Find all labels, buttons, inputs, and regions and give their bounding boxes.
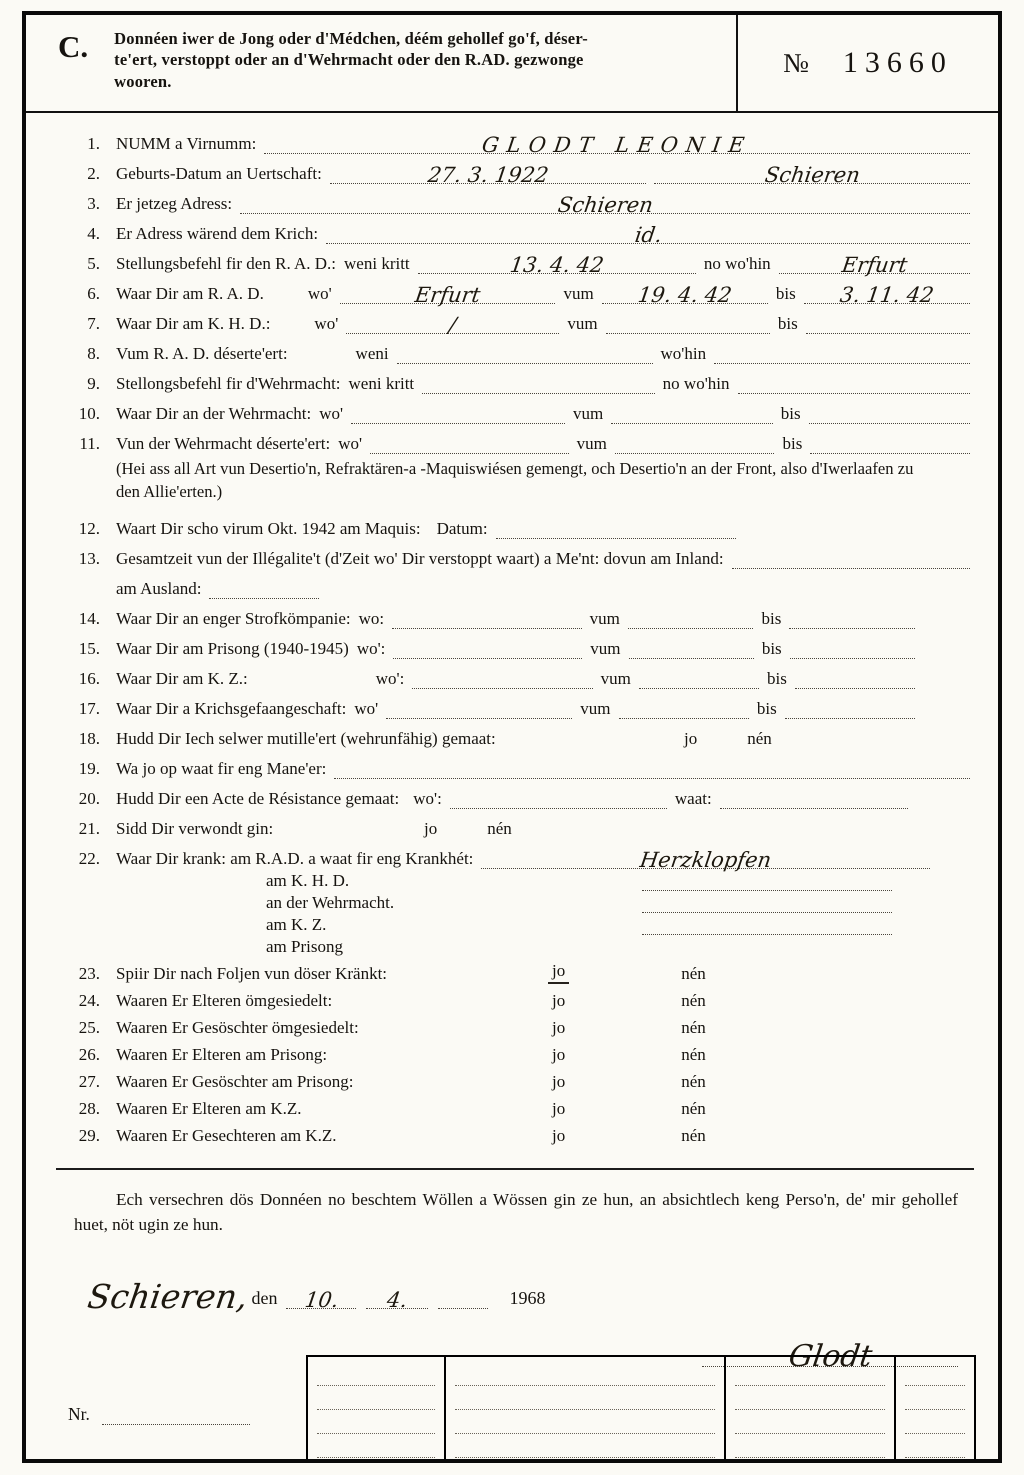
dotted-field — [629, 658, 754, 659]
inline-label: vum — [600, 668, 631, 688]
dotted-field — [809, 423, 970, 424]
dotted-field — [397, 363, 653, 364]
inline-label: no wo'hin — [662, 374, 730, 393]
inline-label: vum — [580, 698, 611, 718]
dotted-field — [619, 718, 749, 719]
form-line — [54, 660, 974, 689]
field-label: Vun der Wehrmacht déserte'ert: — [116, 434, 331, 453]
dotted-field — [386, 718, 572, 719]
form-line — [54, 305, 974, 338]
handwritten-month: 4. — [385, 1288, 410, 1313]
line-number: 27. — [78, 1071, 100, 1091]
field-label: Hudd Dir Iech selwer mutille'ert (wehrunfähig) gemaat: — [116, 728, 496, 748]
inline-label: vum — [589, 608, 620, 628]
table-dotted-row — [905, 1362, 965, 1386]
field-label: Sidd Dir verwondt gin: — [116, 818, 274, 838]
line-number: 25. — [78, 1017, 100, 1037]
form-line — [54, 914, 974, 935]
table-dotted-row — [455, 1434, 715, 1458]
dotted-field — [790, 658, 915, 659]
line-number: 5. — [87, 254, 100, 273]
form-line — [54, 600, 974, 629]
dotted-field — [326, 223, 970, 248]
form-lines — [26, 113, 998, 1146]
page-border-frame — [22, 11, 1002, 1463]
field-label: Waaren Er Gesechteren am K.Z. — [116, 1125, 337, 1145]
field-label: Vum R. A. D. déserte'ert: — [116, 344, 288, 363]
inline-label: jo — [684, 728, 698, 748]
inline-label: am Prisong — [266, 936, 343, 956]
line-number: 9. — [87, 374, 100, 393]
dotted-field — [351, 423, 565, 424]
inline-label: weni kritt — [348, 374, 415, 393]
inline-label: bis — [775, 284, 796, 303]
inline-label: an der Wehrmacht. — [266, 892, 395, 912]
inline-label: jo — [552, 1017, 566, 1037]
inline-label: waat: — [674, 788, 712, 808]
table-column — [896, 1357, 976, 1459]
handwritten-value: Erfurt — [840, 253, 909, 278]
handwritten-value: Schieren — [556, 193, 655, 218]
inline-label: vum — [573, 404, 604, 423]
form-line — [54, 395, 974, 424]
dotted-field — [654, 163, 970, 188]
line-number: 28. — [78, 1098, 100, 1118]
line-number: 7. — [87, 314, 100, 333]
field-label: Stellongsbefehl fir d'Wehrmacht: — [116, 374, 341, 393]
dotted-field — [795, 688, 915, 689]
form-line — [54, 840, 974, 872]
bottom-zone — [26, 1347, 998, 1459]
form-line — [54, 1066, 974, 1092]
inline-label: nén — [747, 728, 772, 748]
handwritten-place: Schieren, — [85, 1276, 251, 1316]
inline-label: wo': — [375, 668, 405, 688]
field-label: Waar Dir an enger Strofkömpanie: — [116, 608, 351, 628]
inline-label: nén — [681, 1044, 706, 1064]
inline-label: jo — [548, 961, 569, 984]
inline-label: jo — [552, 1125, 566, 1145]
line-number: 3. — [87, 194, 100, 213]
dotted-field — [393, 658, 582, 659]
line-number: 2. — [87, 164, 100, 183]
field-label: Waar Dir am R. A. D. — [116, 284, 264, 303]
line-number: 12. — [78, 518, 100, 538]
line-number: 26. — [78, 1044, 100, 1064]
dotted-field — [422, 393, 655, 394]
divider-line — [56, 1168, 974, 1170]
line-number: 23. — [78, 963, 100, 983]
form-line — [54, 510, 974, 539]
dotted-field — [346, 313, 559, 338]
table-dotted-row — [905, 1386, 965, 1410]
inline-label: wo'hin — [660, 344, 707, 363]
form-line — [54, 870, 974, 891]
line-number: 16. — [78, 668, 100, 688]
dotted-field — [450, 808, 667, 809]
field-label: Spiir Dir nach Foljen vun döser Kränkt: — [116, 963, 388, 983]
inline-label: jo — [552, 1044, 566, 1064]
handwritten-value: 19. 4. 42 — [636, 283, 734, 308]
bottom-table — [306, 1355, 976, 1459]
handwritten-value: 27. 3. 1922 — [426, 163, 550, 188]
form-line — [54, 1120, 974, 1146]
dotted-field — [615, 453, 775, 454]
declaration-paragraph: Ech versechren dös Donnéen no beschtem Wöllen a Wössen gin ze hun, an absichtlech keng Perso'n, de' mir gehollef huet, nöt ugin ze hun. — [74, 1189, 958, 1234]
inline-label: jo — [552, 990, 566, 1010]
line-number: 6. — [87, 284, 100, 303]
field-label: Waar Dir am K. Z.: — [116, 668, 248, 688]
table-column — [306, 1357, 446, 1459]
dotted-field — [606, 333, 770, 334]
field-label: Waar Dir an der Wehrmacht: — [116, 404, 312, 423]
line-number: 8. — [87, 344, 100, 363]
line-number: 24. — [78, 990, 100, 1010]
inline-label: weni — [355, 344, 389, 363]
nr-label: Nr. — [68, 1404, 90, 1424]
inline-label: jo — [552, 1098, 566, 1118]
form-number-cell — [736, 15, 998, 111]
nr-line — [64, 1404, 250, 1425]
table-dotted-row — [317, 1386, 435, 1410]
table-dotted-row — [905, 1434, 965, 1458]
dotted-field — [789, 628, 915, 629]
form-header — [26, 15, 998, 113]
form-line — [54, 335, 974, 364]
dotted-field — [628, 628, 754, 629]
parenthetical-note: (Hei ass all Art vun Desertio'n, Refraktären-a -Maquiswiésen gemengt, och Desertio'n an der Front, also d'Iwerlaafen zu den Allie'erten.) — [116, 459, 914, 501]
inline-label: wo' — [354, 698, 379, 718]
form-line — [54, 185, 974, 218]
dotted-field — [496, 538, 736, 539]
field-label: Waar Dir am K. H. D.: — [116, 314, 271, 333]
line-number: 21. — [78, 818, 100, 838]
line-number: 11. — [79, 434, 100, 453]
inline-label: jo — [424, 818, 438, 838]
handwritten-value: 13. 4. 42 — [508, 253, 606, 278]
year-label: 1968 — [509, 1288, 546, 1309]
form-line — [54, 1093, 974, 1119]
line-number: 14. — [78, 608, 100, 628]
line-number: 19. — [78, 758, 100, 778]
inline-label: vum — [590, 638, 621, 658]
inline-label: wo': — [356, 638, 386, 658]
month-dotted-field — [366, 1288, 428, 1313]
field-label: Geburts-Datum an Uertschaft: — [116, 164, 322, 183]
field-label: Hudd Dir een Acte de Résistance gemaat: — [116, 788, 400, 808]
line-number: 10. — [78, 404, 100, 423]
inline-label: vum — [563, 284, 594, 303]
inline-label: nén — [681, 1125, 706, 1145]
table-dotted-row — [735, 1386, 885, 1410]
form-line — [54, 810, 974, 839]
header-description-line: te'ert, verstoppt oder an d'Wehrmacht oder den R.AD. gezwonge — [114, 50, 584, 70]
inline-label: Datum: — [436, 518, 488, 538]
inline-label: nén — [681, 990, 706, 1010]
inline-label: bis — [777, 314, 798, 333]
dotted-field — [642, 890, 892, 891]
table-dotted-row — [317, 1410, 435, 1434]
field-label: Waaren Er Gesöschter ömgesiedelt: — [116, 1017, 359, 1037]
line-number: 13. — [78, 548, 100, 568]
dotted-field — [392, 628, 581, 629]
inline-label: nén — [681, 963, 706, 983]
dotted-field — [779, 253, 970, 278]
form-line — [54, 780, 974, 809]
handwritten-value: Herzklopfen — [638, 847, 773, 872]
dotted-field — [642, 934, 892, 935]
day-dotted-field — [286, 1288, 356, 1313]
header-description-line: Donnéen iwer de Jong oder d'Médchen, déém gehollef go'f, déser- — [114, 29, 588, 48]
dotted-field — [732, 568, 970, 569]
dotted-field — [209, 598, 319, 599]
handwritten-value: / — [447, 313, 459, 338]
field-label: Waar Dir a Krichsgefaangeschaft: — [116, 698, 347, 718]
field-label: Gesamtzeit vun der Illégalite't (d'Zeit wo' Dir verstoppt waart) a Me'nt: dovun am Inland: — [116, 548, 724, 568]
form-number-value: 13660 — [842, 46, 953, 79]
table-dotted-row — [905, 1410, 965, 1434]
handwritten-value: id. — [632, 223, 664, 248]
line-number: 15. — [78, 638, 100, 658]
table-column — [446, 1357, 726, 1459]
form-line — [54, 275, 974, 308]
dotted-field — [370, 453, 569, 454]
inline-label: wo' — [307, 284, 332, 303]
table-column — [726, 1357, 896, 1459]
inline-label: bis — [782, 434, 803, 453]
dotted-field — [806, 333, 970, 334]
dotted-field — [240, 193, 970, 218]
line-number: 22. — [78, 848, 100, 868]
dotted-field — [264, 133, 970, 158]
header-description-line: wooren. — [114, 71, 172, 91]
line-number: 1. — [87, 134, 100, 153]
form-line — [54, 245, 974, 278]
dotted-field — [334, 778, 970, 779]
form-line — [54, 425, 974, 454]
field-label: Er Adress wärend dem Krich: — [116, 224, 319, 243]
inline-label: bis — [761, 638, 782, 658]
dotted-field — [639, 688, 759, 689]
inline-label: wo' — [338, 434, 363, 453]
field-label: Waar Dir am Prisong (1940-1945) — [116, 638, 349, 658]
inline-label: wo' — [319, 404, 344, 423]
dotted-field — [642, 912, 892, 913]
inline-label: nén — [681, 1071, 706, 1091]
line-number: 20. — [78, 788, 100, 808]
handwritten-value: Schieren — [762, 163, 862, 188]
form-line — [54, 155, 974, 188]
header-left-cell — [26, 15, 736, 111]
dotted-field — [720, 808, 908, 809]
table-dotted-row — [317, 1434, 435, 1458]
form-line — [54, 690, 974, 719]
dotted-field — [738, 393, 971, 394]
inline-label: bis — [761, 608, 782, 628]
form-line — [54, 985, 974, 1011]
dotted-field — [481, 847, 930, 872]
handwritten-signature: Glodt — [786, 1339, 874, 1375]
table-dotted-row — [455, 1362, 715, 1386]
form-line — [54, 540, 974, 569]
field-label: Waaren Er Gesöschter am Prisong: — [116, 1071, 354, 1091]
header-description — [114, 28, 588, 92]
inline-label: am K. H. D. — [266, 870, 350, 890]
form-line — [54, 1012, 974, 1038]
inline-label: weni kritt — [344, 254, 410, 273]
inline-label: bis — [780, 404, 801, 423]
field-label: Er jetzeg Adress: — [116, 194, 233, 213]
field-label: Stellungsbefehl fir den R. A. D.: — [116, 254, 337, 273]
empty-dotted-field — [438, 1308, 488, 1309]
dotted-field — [340, 283, 556, 308]
handwritten-value: GLODT LEONIE — [480, 133, 754, 158]
inline-label: wo: — [358, 608, 385, 628]
form-line — [54, 936, 974, 957]
dotted-field — [602, 283, 768, 308]
form-line — [54, 570, 974, 599]
den-label: den — [251, 1288, 278, 1309]
dotted-field — [330, 163, 646, 188]
form-line — [54, 215, 974, 248]
line-number: 29. — [78, 1125, 100, 1145]
form-line — [54, 125, 974, 158]
field-label: Waaren Er Elteren am K.Z. — [116, 1098, 302, 1118]
table-dotted-row — [735, 1410, 885, 1434]
line-number: 18. — [78, 728, 100, 748]
dotted-field — [611, 423, 772, 424]
dotted-field — [804, 283, 970, 308]
form-line — [54, 958, 974, 984]
table-dotted-row — [735, 1434, 885, 1458]
inline-label: jo — [552, 1071, 566, 1091]
form-line — [54, 1039, 974, 1065]
handwritten-day: 10. — [303, 1288, 340, 1313]
form-line — [54, 720, 974, 749]
inline-label: wo': — [413, 788, 442, 808]
field-label: Wa jo op waat fir eng Mane'er: — [116, 758, 327, 778]
nr-dotted-field — [102, 1424, 250, 1425]
dotted-field — [810, 453, 970, 454]
field-label: Waaren Er Elteren ömgesiedelt: — [116, 990, 333, 1010]
handwritten-value: 3. 11. 42 — [838, 283, 936, 308]
numero-sign: № — [783, 47, 809, 78]
section-letter: C. — [58, 29, 89, 64]
inline-label: vum — [576, 434, 607, 453]
dotted-field — [714, 363, 970, 364]
inline-label: bis — [766, 668, 787, 688]
inline-label: bis — [756, 698, 777, 718]
table-dotted-row — [735, 1362, 885, 1386]
line-number: 4. — [87, 224, 100, 243]
table-dotted-row — [455, 1410, 715, 1434]
form-line — [54, 456, 974, 506]
inline-label: nén — [681, 1098, 706, 1118]
dotted-field — [785, 718, 915, 719]
inline-label: no wo'hin — [703, 254, 771, 273]
line-number: 17. — [78, 698, 100, 718]
dotted-field — [412, 688, 592, 689]
inline-label: nén — [487, 818, 512, 838]
form-line — [54, 630, 974, 659]
form-line — [54, 365, 974, 394]
form-line — [54, 892, 974, 913]
form-line — [54, 750, 974, 779]
inline-label: am Ausland: — [116, 578, 202, 598]
field-label: Waaren Er Elteren am Prisong: — [116, 1044, 328, 1064]
inline-label: nén — [681, 1017, 706, 1037]
field-label: Waar Dir krank: am R.A.D. a waat fir eng Krankhét: — [116, 848, 474, 868]
date-line — [85, 1276, 998, 1316]
table-dotted-row — [317, 1362, 435, 1386]
handwritten-value: Erfurt — [413, 283, 482, 308]
inline-label: am K. Z. — [266, 914, 327, 934]
table-dotted-row — [455, 1386, 715, 1410]
dotted-field — [418, 253, 696, 278]
field-label: Waart Dir scho virum Okt. 1942 am Maquis: — [116, 518, 421, 538]
inline-label: wo' — [314, 314, 339, 333]
inline-label: vum — [567, 314, 598, 333]
field-label: NUMM a Virnumm: — [116, 134, 257, 153]
